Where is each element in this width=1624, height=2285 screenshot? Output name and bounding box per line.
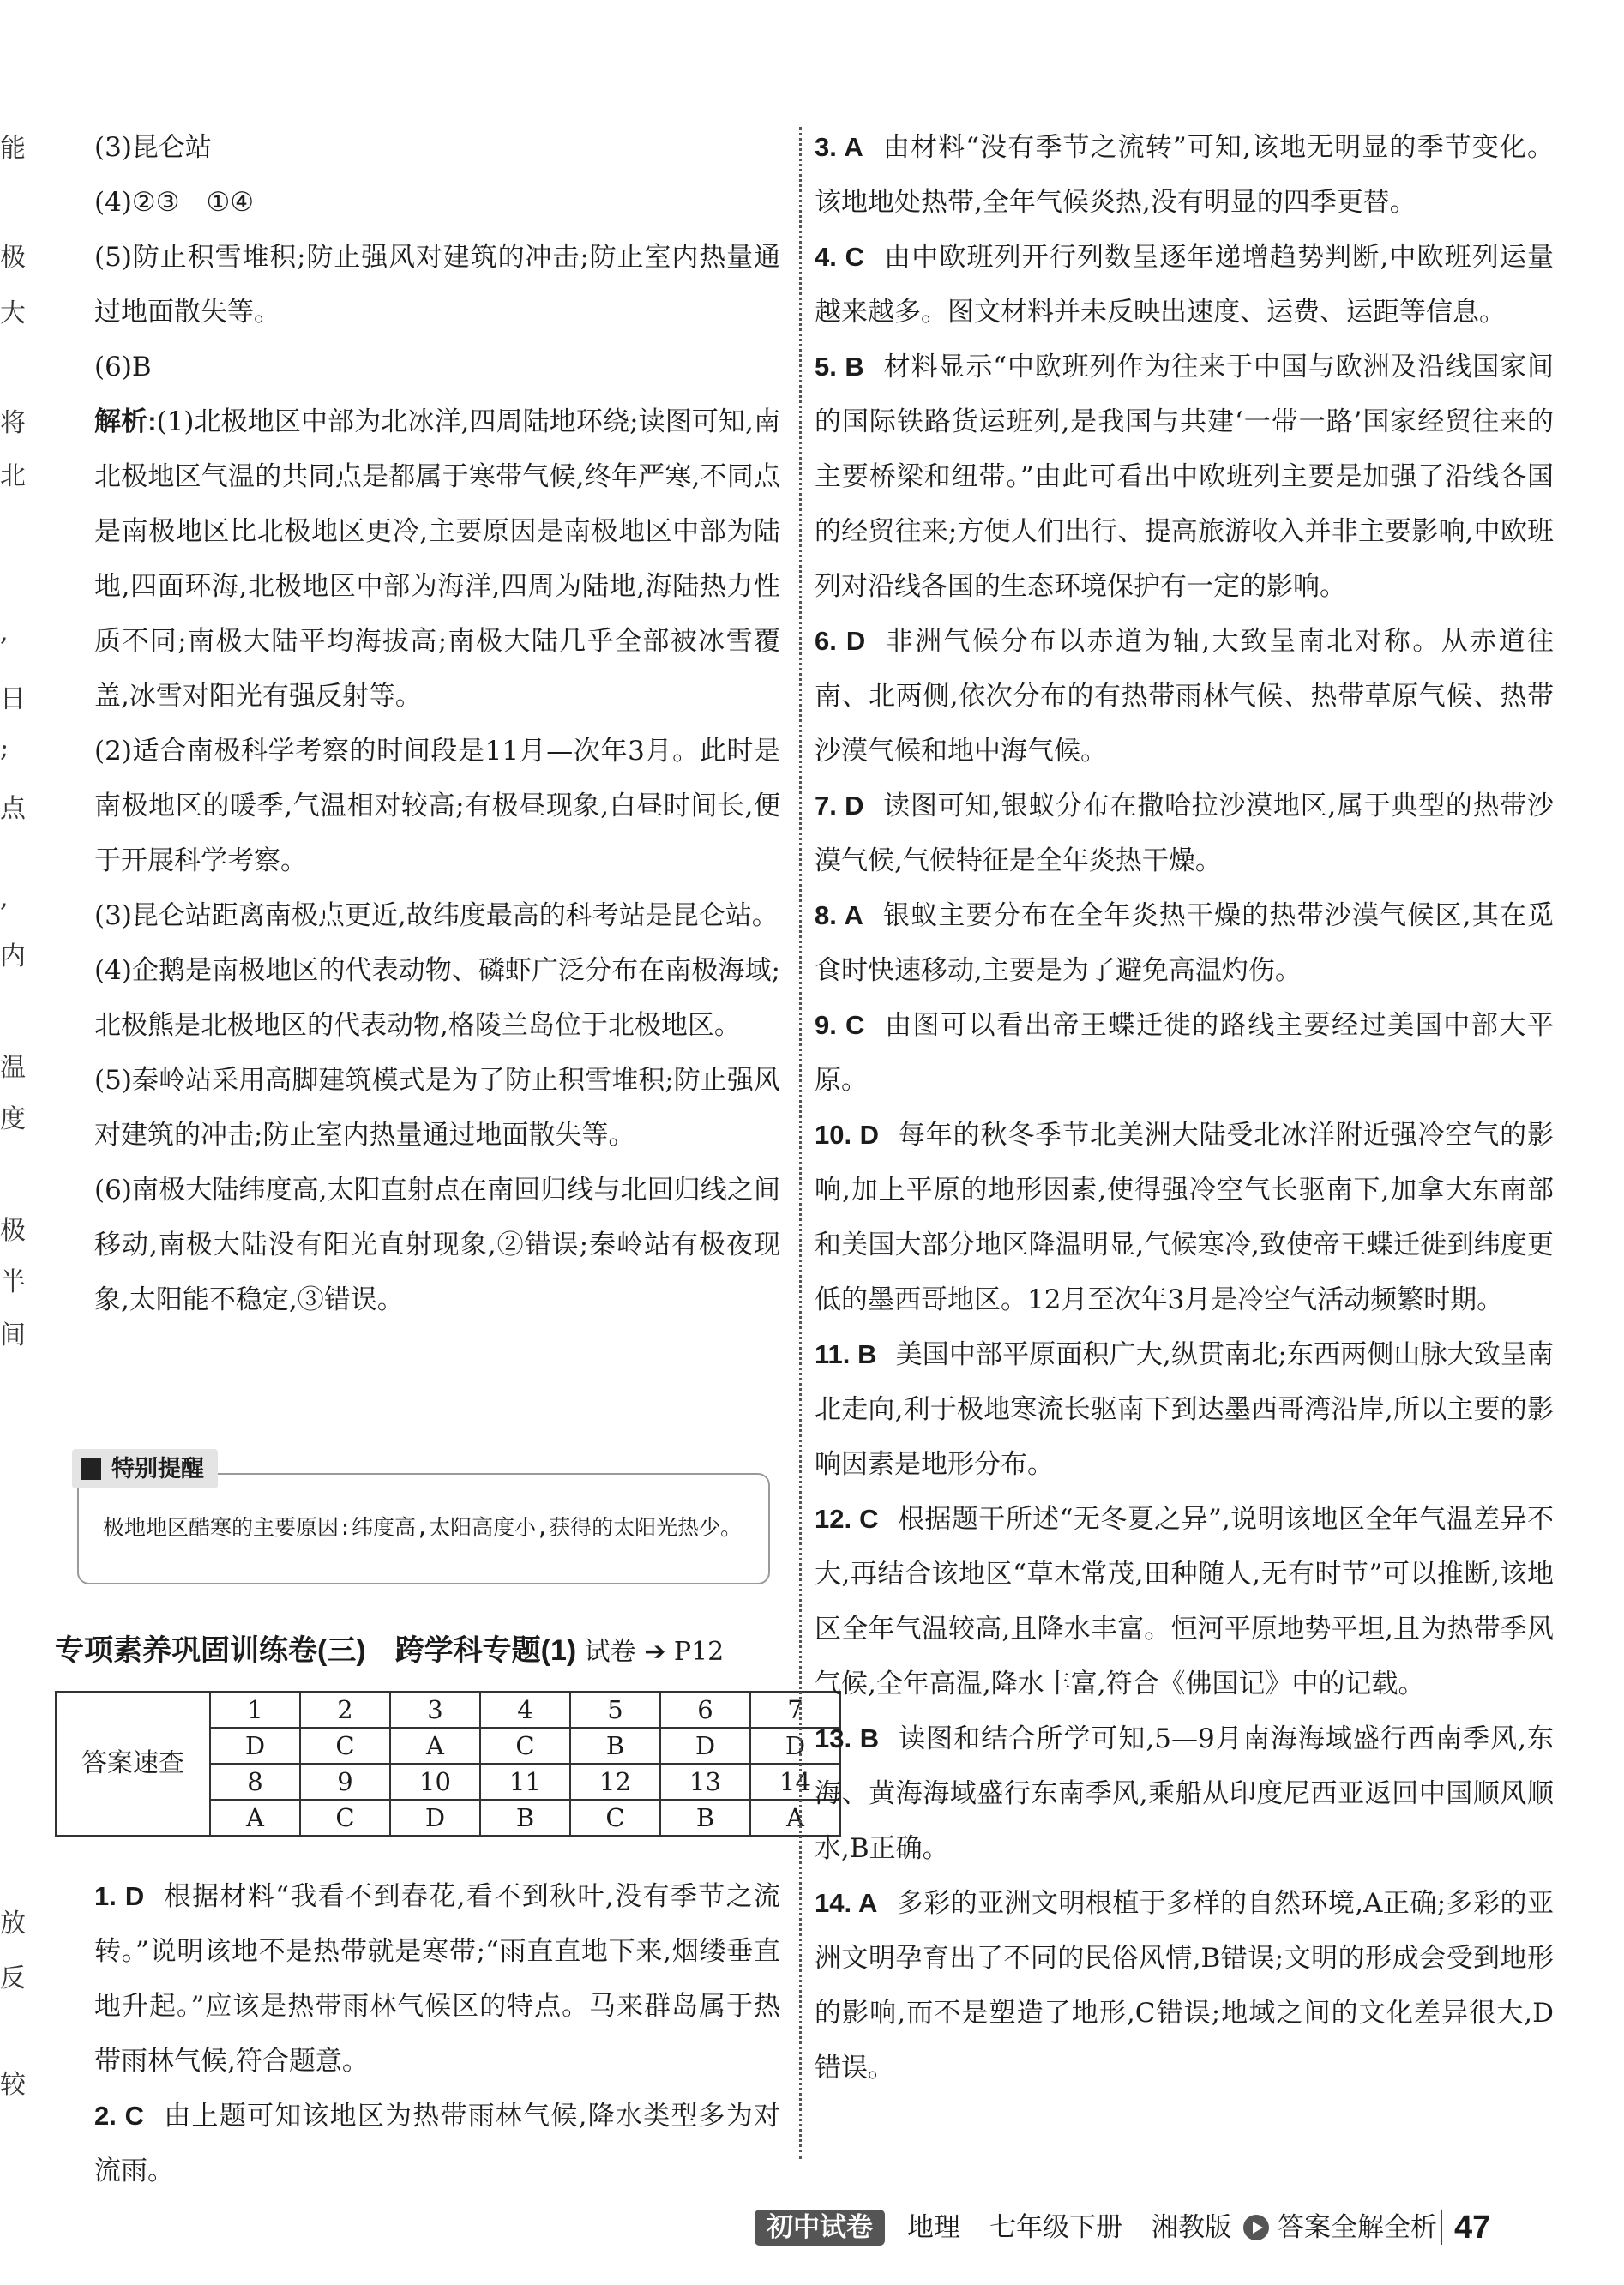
play-icon — [1243, 2215, 1269, 2240]
answer-number: 11. B — [815, 1339, 877, 1369]
edge-char: 较 — [0, 2070, 26, 2100]
answer-item — [94, 2089, 780, 2198]
answer-explanation: 非洲气候分布以赤道为轴,大致呈南北对称。从赤道往南、北两侧,依次分布的有热带雨林气候、热带草原气候、热带沙漠气候和地中海气候。 — [815, 626, 1554, 767]
answer-number: 8. A — [815, 900, 863, 930]
section-title: 专项素养巩固训练卷(三) 跨学科专题(1) 试卷 ➔ P12 — [55, 1634, 725, 1667]
answer-item — [815, 779, 1554, 888]
edge-char: 大 — [0, 298, 26, 328]
left-answers — [94, 1869, 780, 2198]
table-answer: C — [570, 1800, 660, 1836]
paragraph-text: (5)秦岭站采用高脚建筑模式是为了防止积雪堆积;防止强风对建筑的冲击;防止室内热量通过地面散失等。 — [94, 1065, 780, 1151]
table-answer: D — [750, 1728, 840, 1764]
answer-item — [815, 1108, 1554, 1327]
table-answer: D — [210, 1728, 300, 1764]
footer-brand: 初中试卷 — [755, 2210, 885, 2246]
paragraph-text: (6)B — [94, 352, 152, 382]
answer-number: 9. C — [815, 1010, 865, 1040]
answer-explanation: 美国中部平原面积广大,纵贯南北;东西两侧山脉大致呈南北走向,利于极地寒流长驱南下到达墨西哥湾沿岸,所以主要的影响因素是地形分布。 — [815, 1339, 1555, 1480]
edge-char: 半 — [0, 1267, 26, 1297]
table-answer: A — [210, 1800, 300, 1836]
right-column — [815, 120, 1554, 2096]
edge-char: 极 — [0, 243, 26, 273]
answer-paragraph — [94, 340, 780, 394]
table-question-number: 2 — [300, 1692, 390, 1728]
table-answer: B — [660, 1800, 750, 1836]
table-answer: C — [300, 1800, 390, 1836]
edge-char: 内 — [0, 941, 26, 971]
answer-number: 6. D — [815, 626, 866, 656]
answer-explanation: 读图可知,银蚁分布在撒哈拉沙漠地区,属于典型的热带沙漠气候,气候特征是全年炎热干燥。 — [815, 791, 1554, 876]
answer-paragraph — [94, 1163, 780, 1327]
section-ref: 试卷 ➔ P12 — [584, 1637, 725, 1667]
answer-explanation: 由图可以看出帝王蝶迁徙的路线主要经过美国中部大平原。 — [815, 1010, 1554, 1096]
table-label: 答案速查 — [56, 1692, 210, 1836]
table-answer: D — [660, 1728, 750, 1764]
answer-explanation: 材料显示“中欧班列作为往来于中国与欧洲及沿线国家间的国际铁路货运班列,是我国与共建‘一带一路’国家经贸往来的主要桥梁和纽带。”由此可看出中欧班列主要是加强了沿线各国的经贸往来;方便人们出行、提高旅游收入并非主要影响,中欧班列对沿线各国的生态环境保护有一定的影响。 — [815, 352, 1554, 602]
table-question-number: 13 — [660, 1764, 750, 1800]
edge-char: 日 — [0, 684, 26, 714]
paragraph-text: (3)昆仑站 — [94, 132, 212, 163]
edge-char: 北 — [0, 461, 26, 491]
tip-title: 特别提醒 — [72, 1449, 218, 1488]
answer-number: 12. C — [815, 1504, 879, 1534]
table-answer: B — [480, 1800, 570, 1836]
answer-explanation: 由材料“没有季节之流转”可知,该地无明显的季节变化。该地地处热带,全年气候炎热,没有明显的四季更替。 — [815, 132, 1554, 218]
table-question-number: 8 — [210, 1764, 300, 1800]
answer-explanation: 由上题可知该地区为热带雨林气候,降水类型多为对流雨。 — [94, 2101, 780, 2186]
answer-number: 1. D — [94, 1881, 145, 1911]
paragraph-text: (1)北极地区中部为北冰洋,四周陆地环绕;读图可知,南北极地区气温的共同点是都属于寒带气候,终年严寒,不同点是南极地区比北极地区更冷,主要原因是南极地区中部为陆地,四面环海,北极地区中部为海洋,四周为陆地,海陆热力性质不同;南极大陆平均海拔高;南极大陆几乎全部被冰雪覆盖,冰雪对阳光有强反射等。 — [94, 406, 781, 712]
answer-paragraph — [94, 230, 780, 340]
paragraph-text: (4)企鹅是南极地区的代表动物、磷虾广泛分布在南极海域;北极熊是北极地区的代表动物,格陵兰岛位于北极地区。 — [94, 955, 780, 1041]
answer-number: 2. C — [94, 2101, 145, 2131]
left-edge-cutoff — [0, 0, 26, 2195]
answer-paragraph — [94, 888, 780, 943]
edge-char: 反 — [0, 1963, 26, 1993]
table-question-number: 6 — [660, 1692, 750, 1728]
edge-char: ; — [0, 733, 9, 763]
table-question-number: 14 — [750, 1764, 840, 1800]
footer-edition: 湘教版 — [1152, 2212, 1231, 2242]
answer-item — [815, 340, 1554, 614]
answer-item — [815, 1492, 1554, 1711]
answer-explanation: 银蚁主要分布在全年炎热干燥的热带沙漠气候区,其在觅食时快速移动,主要是为了避免高温灼伤。 — [815, 900, 1554, 986]
answer-explanation: 每年的秋冬季节北美洲大陆受北冰洋附近强冷空气的影响,加上平原的地形因素,使得强冷空气长驱南下,加拿大东南部和美国大部分地区降温明显,气候寒冷,致使帝王蝶迁徙到纬度更低的墨西哥地区。12月至次年3月是冷空气活动频繁时期。 — [815, 1120, 1554, 1315]
table-question-number: 7 — [750, 1692, 840, 1728]
paragraph-text: (3)昆仑站距离南极点更近,故纬度最高的科考站是昆仑站。 — [94, 900, 779, 931]
column-divider — [799, 127, 802, 2159]
table-row — [56, 1692, 840, 1728]
answer-item — [815, 888, 1554, 998]
table-answer: A — [390, 1728, 480, 1764]
table-question-number: 12 — [570, 1764, 660, 1800]
edge-char: 极 — [0, 1216, 26, 1246]
table-answer: C — [300, 1728, 390, 1764]
answer-paragraph — [94, 175, 780, 230]
paragraph-text: (4)②③ ①④ — [94, 187, 255, 218]
footer-subject: 地理 — [907, 2212, 960, 2242]
edge-char: 度 — [0, 1104, 26, 1134]
answer-item — [815, 1711, 1554, 1876]
paragraph-text: (5)防止积雪堆积;防止强风对建筑的冲击;防止室内热量通过地面散失等。 — [94, 242, 780, 328]
answer-table — [55, 1691, 841, 1837]
footer-grade: 七年级下册 — [989, 2212, 1122, 2242]
table-question-number: 3 — [390, 1692, 480, 1728]
answer-number: 14. A — [815, 1888, 878, 1918]
answer-paragraph — [94, 1053, 780, 1163]
answer-number: 3. A — [815, 132, 863, 162]
table-answer: C — [480, 1728, 570, 1764]
answer-paragraph — [94, 724, 780, 888]
answer-paragraph — [94, 120, 780, 175]
edge-char: 点 — [0, 794, 26, 824]
answer-explanation: 多彩的亚洲文明根植于多样的自然环境,A正确;多彩的亚洲文明孕育出了不同的民俗风情,B错误;文明的形成会受到地形的影响,而不是塑造了地形,C错误;地域之间的文化差异很大,D错误。 — [815, 1888, 1554, 2084]
edge-char: 放 — [0, 1909, 26, 1939]
table-answer: B — [570, 1728, 660, 1764]
table-question-number: 5 — [570, 1692, 660, 1728]
answer-item — [94, 1869, 780, 2089]
page-footer — [755, 2204, 1490, 2252]
edge-char: 间 — [0, 1320, 26, 1350]
answer-paragraph — [94, 943, 780, 1053]
answer-item — [815, 1876, 1554, 2096]
table-question-number: 4 — [480, 1692, 570, 1728]
answer-number: 5. B — [815, 352, 864, 382]
table-question-number: 10 — [390, 1764, 480, 1800]
page-number: 47 — [1454, 2210, 1491, 2246]
footer-desc: 答案全解全析 — [1278, 2212, 1437, 2242]
table-question-number: 11 — [480, 1764, 570, 1800]
paragraph-text: (6)南极大陆纬度高,太阳直射点在南回归线与北回归线之间移动,南极大陆没有阳光直射现象,②错误;秦岭站有极夜现象,太阳能不稳定,③错误。 — [94, 1175, 780, 1315]
answer-explanation: 读图和结合所学可知,5—9月南海海域盛行西南季风,东海、黄海海域盛行东南季风,乘船从印度尼西亚返回中国顺风顺水,B正确。 — [815, 1723, 1554, 1864]
analysis-label: 解析: — [94, 406, 157, 436]
answer-number: 10. D — [815, 1120, 879, 1150]
tip-text: 极地地区酷寒的主要原因:纬度高,太阳高度小,获得的太阳光热少。 — [103, 1515, 743, 1540]
edge-char: 将 — [0, 408, 26, 438]
left-column — [94, 120, 780, 1327]
answer-item — [815, 120, 1554, 230]
answer-explanation: 由中欧班列开行列数呈逐年递增趋势判断,中欧班列运量越来越多。图文材料并未反映出速度、运费、运距等信息。 — [815, 242, 1554, 328]
answer-explanation: 根据题干所述“无冬夏之异”,说明该地区全年气温差异不大,再结合该地区“草木常茂,田种随人,无有时节”可以推断,该地区全年气温较高,且降水丰富。恒河平原地势平坦,且为热带季风气候,全年高温,降水丰富,符合《佛国记》中的记载。 — [815, 1504, 1554, 1699]
edge-char: , — [0, 883, 9, 913]
answer-item — [815, 998, 1554, 1108]
answer-item — [815, 1327, 1554, 1492]
answer-number: 13. B — [815, 1723, 880, 1753]
edge-char: 温 — [0, 1053, 26, 1083]
paragraph-text: (2)适合南极科学考察的时间段是11月—次年3月。此时是南极地区的暖季,气温相对较高;有极昼现象,白昼时间长,便于开展科学考察。 — [94, 736, 780, 876]
tip-box — [69, 1449, 772, 1586]
answer-explanation: 根据材料“我看不到春花,看不到秋叶,没有季节之流转。”说明该地不是热带就是寒带;“雨直直地下来,烟缕垂直地升起。”应该是热带雨林气候区的特点。马来群岛属于热带雨林气候,符合题意。 — [94, 1881, 780, 2077]
answer-number: 4. C — [815, 242, 864, 272]
answer-number: 7. D — [815, 791, 864, 821]
table-answer: D — [390, 1800, 480, 1836]
edge-char: 能 — [0, 134, 26, 164]
book-icon — [81, 1458, 101, 1480]
edge-char: , — [0, 617, 9, 647]
table-question-number: 1 — [210, 1692, 300, 1728]
answer-item — [815, 614, 1554, 779]
footer-divider — [1441, 2210, 1442, 2245]
table-question-number: 9 — [300, 1764, 390, 1800]
answer-item — [815, 230, 1554, 340]
answer-paragraph — [94, 394, 780, 724]
table-answer: A — [750, 1800, 840, 1836]
